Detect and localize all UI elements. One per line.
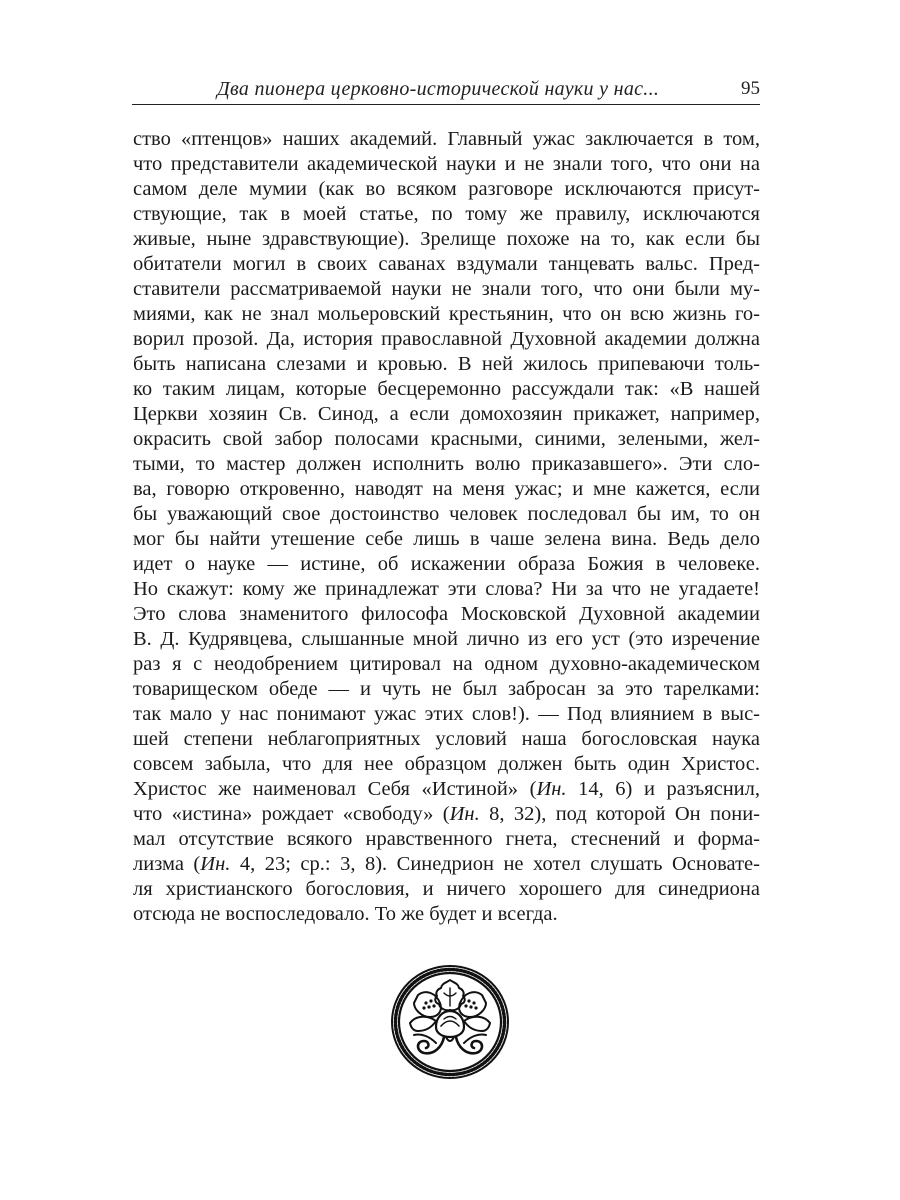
text-line: ство «птенцов» наших академий. Главный ужас заключается в том, — [133, 128, 760, 150]
text-line: товарищеском обеде — и чуть не был забросан за это тарелками: — [133, 678, 760, 700]
text-line: раз я с неодобрением цитировал на одном духовно-академическом — [133, 653, 760, 675]
text-segment: 8, 32), под которой Он пони- — [479, 803, 760, 825]
text-line: что представители академической науки и не знали того, что они на — [133, 153, 760, 175]
text-line: шей степени неблагоприятных условий наша богословская наука — [133, 728, 760, 750]
text-line-with-reference — [133, 777, 760, 802]
text-segment: Христос же наименовал Себя «Истиной» ( — [133, 778, 537, 800]
body-text — [133, 127, 760, 927]
text-line-with-reference — [133, 852, 760, 877]
text-line: ствующие, так в моей статье, по тому же правилу, исключаются — [133, 203, 760, 225]
text-line-last: отсюда не воспоследовало. То же будет и всегда. — [133, 903, 558, 925]
text-line: самом деле мумии (как во всяком разговоре исключаются присут- — [133, 178, 760, 200]
text-segment: лизма ( — [133, 853, 201, 875]
text-line: Это слова знаменитого философа Московской Духовной академии — [133, 603, 760, 625]
text-line: тыми, то мастер должен исполнить волю приказавшего». Эти сло- — [133, 453, 760, 475]
header-rule — [132, 104, 760, 105]
text-line: мал отсутствие всякого нравственного гнета, стеснений и форма- — [133, 828, 760, 850]
text-line: В. Д. Кудрявцева, слышанные мной лично из его уст (это изречение — [133, 628, 760, 650]
text-line: ко таким лицам, которые бесцеремонно рассуждали так: «В нашей — [133, 378, 760, 400]
page-number: 95 — [741, 78, 760, 99]
text-line: так мало у нас понимают ужас этих слов!). — Под влиянием в выс- — [133, 703, 760, 725]
scripture-reference: Ин. — [200, 853, 231, 875]
text-line-with-reference — [133, 802, 760, 827]
text-line: окрасить свой забор полосами красными, синими, зелеными, жел- — [133, 428, 760, 450]
text-line: бы уважающий свое достоинство человек последовал бы им, то он — [133, 503, 760, 525]
text-line: ставители рассматриваемой науки не знали того, что они были му- — [133, 278, 760, 300]
text-line: идет о науке — истине, об искажении образа Божия в человеке. — [133, 553, 760, 575]
running-header — [132, 76, 760, 104]
text-segment: что «истина» рождает «свободу» ( — [133, 803, 450, 825]
text-line: совсем забыла, что для нее образцом должен быть один Христос. — [133, 753, 760, 775]
text-segment: 4, 23; ср.: 3, 8). Синедрион не хотел слушать Основате- — [230, 853, 760, 875]
text-line: ворил прозой. Да, история православной Духовной академии должна — [133, 328, 760, 350]
text-line: миями, как не знал мольеровский крестьянин, что он всю жизнь го- — [133, 303, 760, 325]
floral-circular-vignette-icon — [388, 963, 512, 1081]
text-line: обитатели могил в своих саванах вздумали танцевать вальс. Пред- — [133, 253, 760, 275]
text-segment: 14, 6) и разъяснил, — [566, 778, 760, 800]
text-line: быть написана слезами и кровью. В ней жилось припеваючи толь- — [133, 353, 760, 375]
text-line: мог бы найти утешение себе лишь в чаше зелена вина. Ведь дело — [133, 528, 760, 550]
text-line: ля христианского богословия, и ничего хорошего для синедриона — [133, 878, 760, 900]
text-line: ва, говорю откровенно, наводят на меня ужас; и мне кажется, если — [133, 478, 760, 500]
running-title: Два пионера церковно-исторической науки у нас... — [217, 78, 660, 100]
text-line: Церкви хозяин Св. Синод, а если домохозяин прикажет, например, — [133, 403, 760, 425]
text-line: живые, ныне здравствующие). Зрелище похоже на то, как если бы — [133, 228, 760, 250]
text-line: Но скажут: кому же принадлежат эти слова? Ни за что не угадаете! — [133, 578, 760, 600]
scripture-reference: Ин. — [536, 778, 567, 800]
scripture-reference: Ин. — [449, 803, 480, 825]
